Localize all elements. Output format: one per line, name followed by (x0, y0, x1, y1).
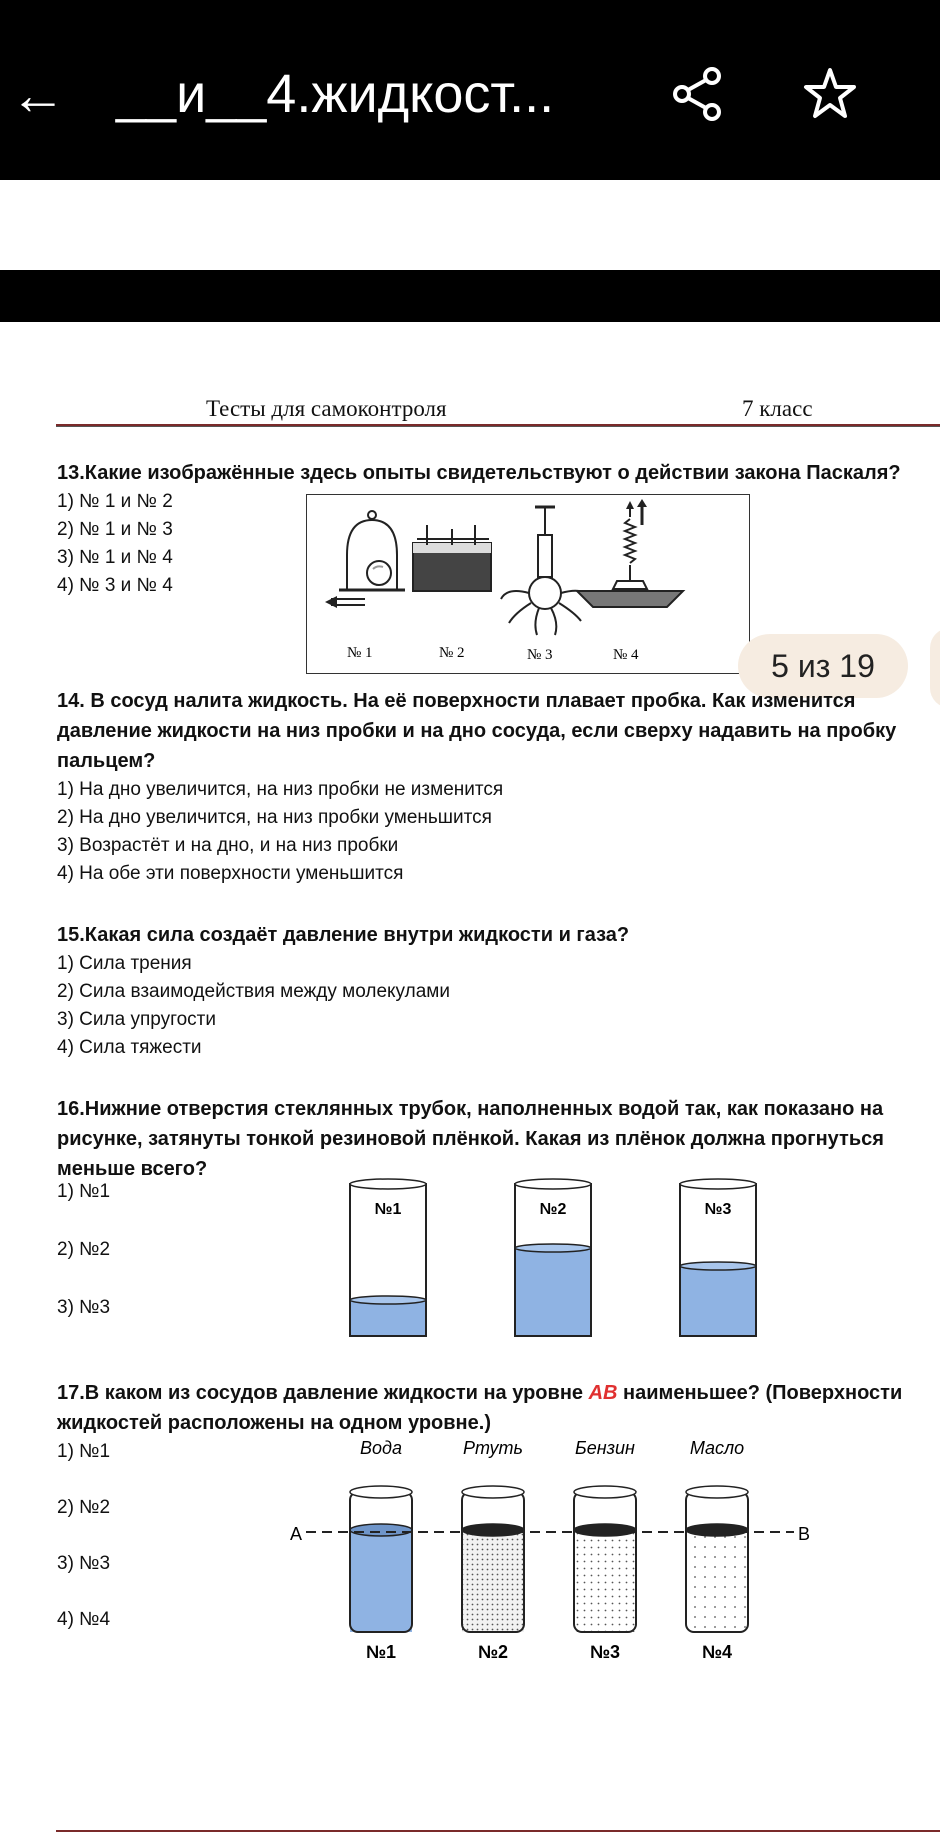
header-rule (56, 424, 940, 427)
q16-tube-rim-1 (350, 1179, 426, 1189)
q16-tube-rim-2 (515, 1179, 591, 1189)
q14-option-3[interactable]: 3) Возрастёт и на дно, и на низ пробки (57, 835, 399, 856)
question-15-title: 15.Какая сила создаёт давление внутри жидкости и газа? (57, 924, 630, 946)
q16-water-1 (350, 1300, 426, 1336)
figure-label-1: № 1 (347, 645, 373, 661)
q14-option-2[interactable]: 2) На дно увеличится, на низ пробки уменьшится (57, 807, 492, 828)
q17-liquid-3 (574, 1532, 636, 1632)
experiment-3-drawing (501, 507, 589, 635)
q16-option-2[interactable]: 2) №2 (57, 1239, 111, 1260)
q13-option-1[interactable]: 1) № 1 и № 2 (57, 491, 173, 512)
edge-bubble (930, 628, 940, 708)
back-arrow-icon[interactable]: ← (10, 63, 66, 126)
q16-tube-label-2: №2 (539, 1201, 567, 1218)
q17-liquid-name-4: Масло (689, 1438, 745, 1458)
q13-option-3[interactable]: 3) № 1 и № 4 (57, 547, 173, 568)
experiment-1-drawing (325, 511, 405, 608)
q16-water-surface-1 (350, 1296, 426, 1304)
q17-liquid-name-1: Вода (360, 1438, 402, 1458)
q17-vessel-4 (686, 1438, 748, 1662)
q17-vessel-label-3: №3 (589, 1642, 621, 1662)
figure-label-4: № 4 (613, 647, 639, 663)
question-13-title: 13.Какие изображённые здесь опыты свидетельствуют о действии закона Паскаля? (57, 462, 901, 484)
q17-option-4[interactable]: 4) №4 (57, 1609, 111, 1630)
header-right: 7 класс (742, 396, 813, 421)
q15-option-4[interactable]: 4) Сила тяжести (57, 1037, 202, 1058)
q17-surface-3 (574, 1524, 636, 1536)
q17-title-pre: 17.В каком из сосудов давление жидкости на уровне (57, 1382, 589, 1404)
q15-option-2[interactable]: 2) Сила взаимодействия между молекулами (57, 981, 450, 1002)
bottom-rule (56, 1830, 940, 1832)
document-title: __и__4.жидкост... (116, 64, 555, 124)
q17-liquid-1 (350, 1532, 412, 1632)
q13-option-2[interactable]: 2) № 1 и № 3 (57, 519, 173, 540)
q17-option-3[interactable]: 3) №3 (57, 1553, 111, 1574)
black-band (0, 270, 940, 322)
experiment-4-drawing (577, 499, 683, 607)
q16-tube-2 (515, 1179, 591, 1336)
q17-liquid-name-3: Бензин (575, 1438, 635, 1458)
q14-option-1[interactable]: 1) На дно увеличится, на низ пробки не изменится (57, 779, 504, 800)
q17-liquid-2 (462, 1532, 524, 1632)
q17-liquid-4 (686, 1532, 748, 1632)
question-16-title: 16.Нижние отверстия стеклянных трубок, наполненных водой так, как показано на рисунке, затянуты тонкой резиновой плёнкой. Какая из плёнок должна прогнуться меньше всего? (57, 1098, 884, 1180)
level-label-b: B (798, 1524, 811, 1544)
page-indicator: 5 из 19 (738, 634, 908, 698)
pascal-experiments-figure (306, 494, 750, 674)
level-label-a: A (290, 1524, 303, 1544)
question-17-title (57, 1378, 927, 1438)
q16-tube-1 (350, 1179, 426, 1336)
q16-water-3 (680, 1266, 756, 1336)
q16-option-3[interactable]: 3) №3 (57, 1297, 111, 1318)
q17-title-post: наименьшее? (Поверхности жидкостей расположены на одном уровне.) (57, 1382, 903, 1434)
q17-surface-4 (686, 1524, 748, 1536)
q17-option-1[interactable]: 1) №1 (57, 1441, 111, 1462)
q16-tube-3 (680, 1179, 756, 1336)
q16-tubes-figure (330, 1170, 800, 1350)
q16-tube-label-3: №3 (704, 1201, 732, 1218)
q17-vessel-rim-1 (350, 1486, 412, 1498)
question-14-title: 14. В сосуд налита жидкость. На её поверхности плавает пробка. Как изменится давление жидкости на низ пробки и на дно сосуда, если сверху надавить на пробку пальцем? (57, 690, 897, 772)
q17-vessel-3 (574, 1438, 636, 1662)
q17-vessel-label-1: №1 (365, 1642, 397, 1662)
q16-water-surface-3 (680, 1262, 756, 1270)
q17-option-2[interactable]: 2) №2 (57, 1497, 111, 1518)
q16-option-1[interactable]: 1) №1 (57, 1181, 111, 1202)
q17-vessel-rim-4 (686, 1486, 748, 1498)
q16-tube-label-1: №1 (374, 1201, 402, 1218)
share-icon[interactable] (668, 64, 728, 124)
q17-liquid-name-2: Ртуть (462, 1438, 524, 1458)
q15-option-1[interactable]: 1) Сила трения (57, 953, 192, 974)
q15-option-3[interactable]: 3) Сила упругости (57, 1009, 216, 1030)
q17-surface-2 (462, 1524, 524, 1536)
q17-vessel-label-2: №2 (477, 1642, 509, 1662)
q17-vessels-figure (280, 1432, 840, 1672)
figure-label-2: № 2 (439, 645, 465, 661)
q16-tube-rim-3 (680, 1179, 756, 1189)
star-icon[interactable] (800, 64, 860, 124)
figure-label-3: № 3 (527, 647, 553, 663)
q17-vessel-2 (462, 1438, 524, 1662)
experiment-2-drawing (413, 525, 491, 591)
q17-vessel-rim-2 (462, 1486, 524, 1498)
q17-vessel-label-4: №4 (701, 1642, 733, 1662)
q16-water-2 (515, 1248, 591, 1336)
header-left: Тесты для самоконтроля (206, 396, 447, 421)
q13-option-4[interactable]: 4) № 3 и № 4 (57, 575, 173, 596)
q17-vessel-rim-3 (574, 1486, 636, 1498)
q17-vessel-1 (350, 1438, 412, 1662)
q17-surface-1 (350, 1524, 412, 1536)
q16-water-surface-2 (515, 1244, 591, 1252)
q17-title-ab: АВ (588, 1382, 618, 1404)
q14-option-4[interactable]: 4) На обе эти поверхности уменьшится (57, 863, 404, 884)
